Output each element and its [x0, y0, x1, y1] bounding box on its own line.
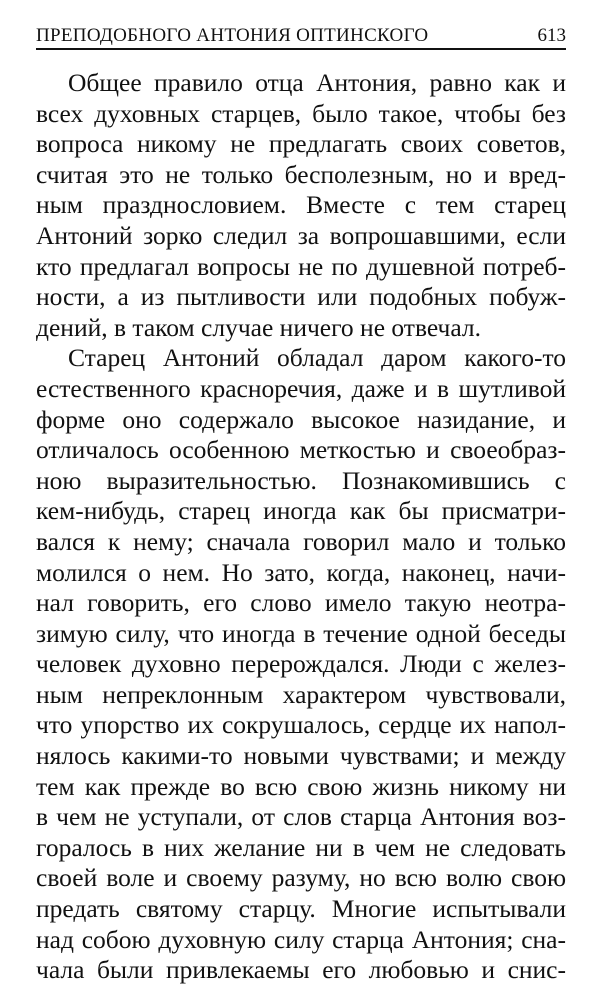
- running-header: [36, 22, 566, 50]
- text-line: ности, а из пытливости или подобных побуж-: [36, 282, 566, 312]
- text-line: считая это не только бесполезным, но и вред-: [36, 159, 566, 189]
- text-line: в чем не уступали, от слов старца Антония воз-: [36, 802, 566, 832]
- text-line: ною выразительностью. Познакомившись с: [36, 465, 566, 495]
- paragraph-2: [36, 343, 566, 985]
- text-line: всех духовных старцев, было такое, чтобы без: [36, 98, 566, 128]
- text-line: предать святому старцу. Многие испытывали: [36, 894, 566, 924]
- text-line: нал говорить, его слово имело такую неотра-: [36, 588, 566, 618]
- text-line: над собою духовную силу старца Антония; сна-: [36, 924, 566, 954]
- text-line: своей воле и своему разуму, но всю волю свою: [36, 863, 566, 893]
- text-line: форме оно содержало высокое назидание, и: [36, 404, 566, 434]
- text-line: кто предлагал вопросы не по душевной потреб-: [36, 251, 566, 281]
- text-line: что упорство их сокрушалось, сердце их напол-: [36, 710, 566, 740]
- text-line: нялось какими-то новыми чувствами; и между: [36, 741, 566, 771]
- text-line: вопроса никому не предлагать своих советов,: [36, 129, 566, 159]
- text-line: отличалось особенною меткостью и своеобраз-: [36, 435, 566, 465]
- text-line: Антоний зорко следил за вопрошавшими, если: [36, 220, 566, 250]
- page-number: 613: [537, 25, 566, 46]
- text-line: человек духовно перерождался. Люди с желез-: [36, 649, 566, 679]
- text-line: Общее правило отца Антония, равно как и: [68, 68, 566, 97]
- running-title: ПРЕПОДОБНОГО АНТОНИЯ ОПТИНСКОГО: [36, 25, 429, 46]
- text-line: чала были привлекаемы его любовью и снис-: [36, 955, 566, 985]
- text-line: ным празднословием. Вместе с тем старец: [36, 190, 566, 220]
- text-line: ным непреклонным характером чувствовали,: [36, 679, 566, 709]
- text-line: вался к нему; сначала говорил мало и только: [36, 526, 566, 556]
- text-line: дений, в таком случае ничего не отвечал.: [36, 312, 481, 342]
- paragraph-1: [36, 68, 566, 343]
- text-line: тем как прежде во всю свою жизнь никому ни: [36, 771, 566, 801]
- text-line: Старец Антоний обладал даром какого-то: [68, 343, 566, 373]
- text-line: зимую силу, что иногда в течение одной беседы: [36, 618, 566, 648]
- text-line: молился о нем. Но зато, когда, наконец, начи-: [36, 557, 566, 587]
- text-line: горалось в них желание ни в чем не следовать: [36, 832, 566, 862]
- page-body: [36, 68, 566, 986]
- text-line: кем-нибудь, старец иногда как бы присматри-: [36, 496, 566, 526]
- text-line: естественного красноречия, даже и в шутливой: [36, 373, 566, 403]
